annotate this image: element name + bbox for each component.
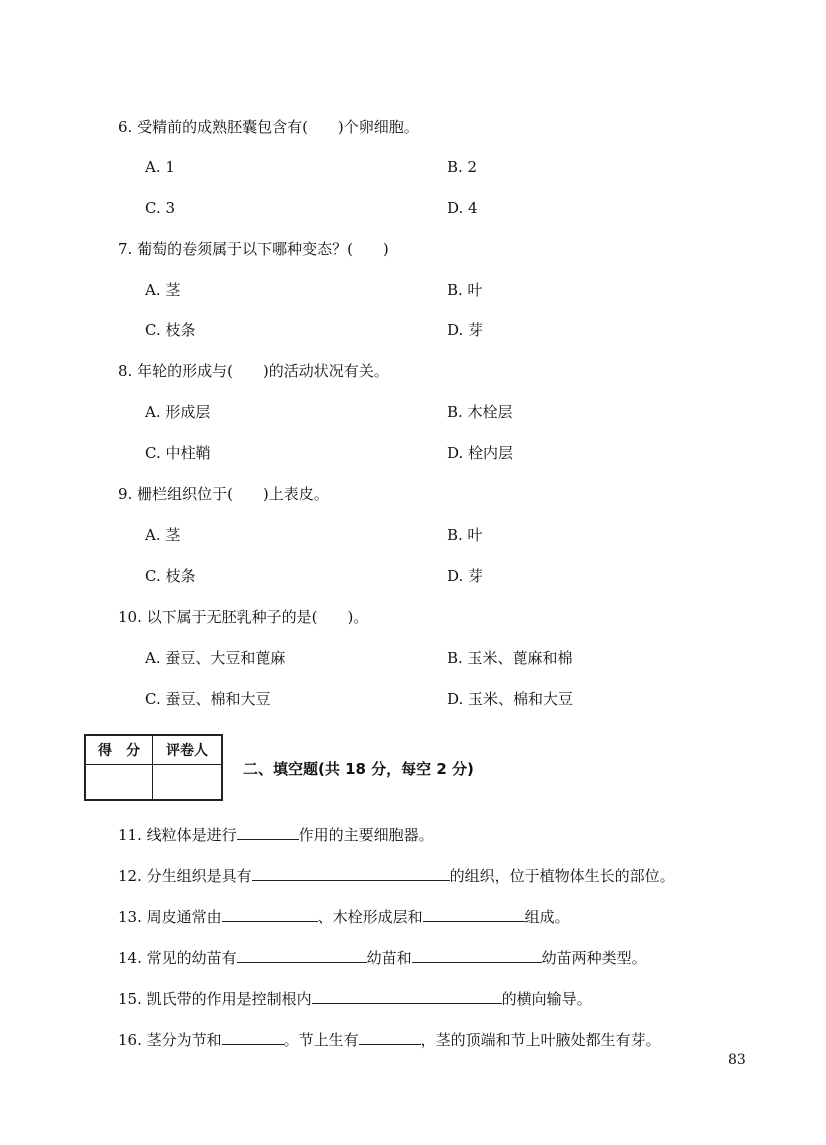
question-14-text-a: 14. 常见的幼苗有	[118, 949, 237, 967]
question-10-stem: 10. 以下属于无胚乳种子的是( )。	[118, 608, 369, 626]
question-13-text-c: 组成。	[524, 908, 570, 926]
question-11-text-a: 11. 线粒体是进行	[118, 826, 237, 844]
question-15	[118, 987, 592, 1009]
question-12-text-b: 的组织，位于植物体生长的部位。	[449, 867, 675, 885]
question-6-stem: 6. 受精前的成熟胚囊包含有( )个卵细胞。	[118, 118, 419, 136]
question-6-option-c: C. 3	[145, 199, 176, 217]
question-16-text-b: 。节上生有	[283, 1031, 359, 1049]
question-10-option-a: A. 蚕豆、大豆和蓖麻	[145, 649, 286, 667]
grader-header: 评卷人	[153, 735, 223, 765]
page-number: 83	[728, 1052, 746, 1068]
question-16-text-a: 16. 茎分为节和	[118, 1031, 222, 1049]
question-7-option-b: B. 叶	[447, 281, 483, 299]
question-6-option-d: D. 4	[447, 199, 478, 217]
question-15-text-a: 15. 凯氏带的作用是控制根内	[118, 990, 312, 1008]
question-14	[118, 946, 647, 968]
question-10-option-c: C. 蚕豆、棉和大豆	[145, 690, 271, 708]
answer-blank	[222, 905, 318, 922]
question-10-option-b: B. 玉米、蓖麻和棉	[447, 649, 573, 667]
answer-blank	[312, 987, 502, 1004]
question-6-option-a: A. 1	[145, 158, 175, 176]
question-14-text-c: 幼苗两种类型。	[541, 949, 647, 967]
question-8-stem: 8. 年轮的形成与( )的活动状况有关。	[118, 362, 389, 380]
question-16-text-c: ，茎的顶端和节上叶腋处都生有芽。	[420, 1031, 661, 1049]
question-12	[118, 864, 675, 886]
answer-blank	[237, 823, 299, 840]
question-7-option-c: C. 枝条	[145, 321, 196, 339]
question-16	[118, 1028, 661, 1050]
grader-cell	[153, 765, 223, 801]
question-10-option-d: D. 玉米、棉和大豆	[447, 690, 574, 708]
question-14-text-b: 幼苗和	[366, 949, 412, 967]
question-8-option-b: B. 木栓层	[447, 403, 513, 421]
question-7-option-a: A. 茎	[145, 281, 181, 299]
score-header: 得 分	[85, 735, 153, 765]
question-8-option-a: A. 形成层	[145, 403, 211, 421]
question-8-option-d: D. 栓内层	[447, 444, 514, 462]
question-9-option-c: C. 枝条	[145, 567, 196, 585]
question-11	[118, 823, 434, 845]
question-9-option-a: A. 茎	[145, 526, 181, 544]
question-7-option-d: D. 芽	[447, 321, 484, 339]
score-cell	[85, 765, 153, 801]
question-15-text-b: 的横向输导。	[501, 990, 592, 1008]
question-13-text-b: 、木栓形成层和	[317, 908, 423, 926]
question-9-option-b: B. 叶	[447, 526, 483, 544]
question-12-text-a: 12. 分生组织是具有	[118, 867, 252, 885]
answer-blank	[252, 864, 450, 881]
question-7-stem: 7. 葡萄的卷须属于以下哪种变态？( )	[118, 240, 389, 258]
question-8-option-c: C. 中柱鞘	[145, 444, 211, 462]
question-9-option-d: D. 芽	[447, 567, 484, 585]
answer-blank	[423, 905, 525, 922]
question-6-option-b: B. 2	[447, 158, 478, 176]
question-13-text-a: 13. 周皮通常由	[118, 908, 222, 926]
score-table	[84, 734, 223, 801]
question-11-text-b: 作用的主要细胞器。	[298, 826, 434, 844]
answer-blank	[222, 1028, 284, 1045]
answer-blank	[412, 946, 542, 963]
question-9-stem: 9. 栅栏组织位于( )上表皮。	[118, 485, 329, 503]
answer-blank	[359, 1028, 421, 1045]
question-13	[118, 905, 570, 927]
answer-blank	[237, 946, 367, 963]
section-2-title: 二、填空题(共 18 分，每空 2 分)	[243, 760, 474, 778]
